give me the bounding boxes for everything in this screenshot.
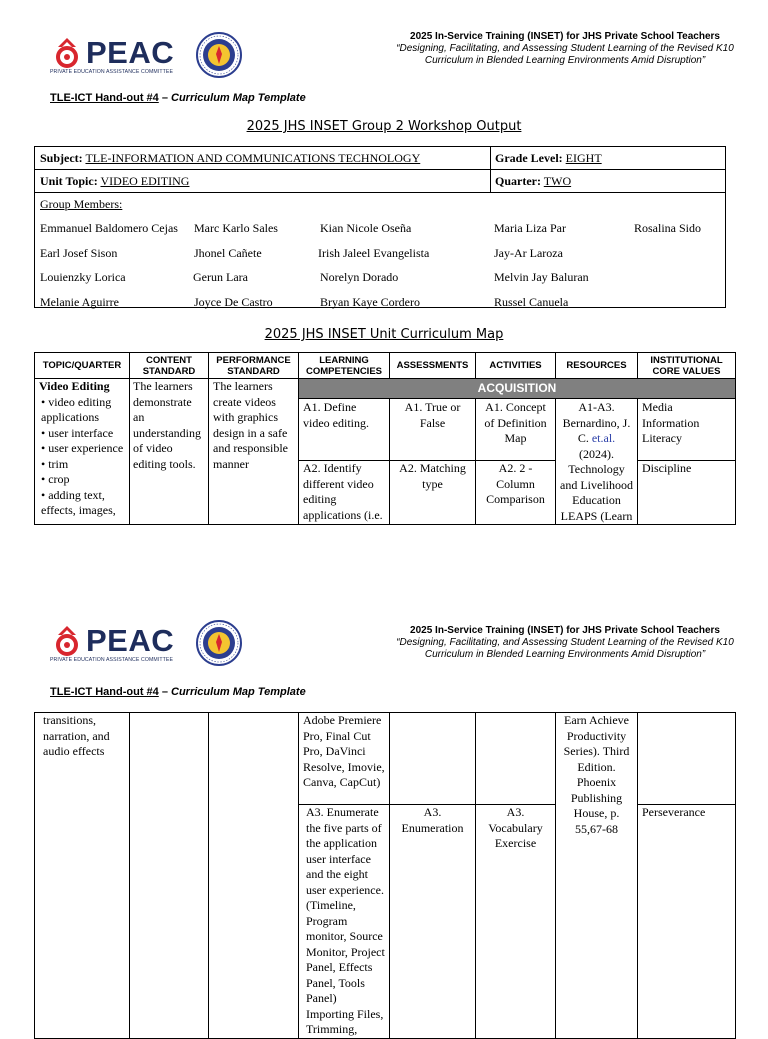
handout-number: TLE-ICT Hand-out #4	[50, 686, 159, 698]
core-value-cell: Perseverance	[638, 805, 736, 1039]
quarter-value: TWO	[543, 174, 572, 188]
topic-bullets	[39, 395, 125, 519]
performance-standard-cell	[209, 713, 299, 1039]
workshop-info-table	[34, 146, 726, 308]
member-name: Marc Karlo Sales	[194, 221, 278, 235]
member-name: Gerun Lara	[193, 270, 248, 284]
peac-logo-text: PEAC	[86, 35, 175, 70]
training-subtitle: “Designing, Facilitating, and Assessing Student Learning of the Revised K10 Curriculum in Blended Learning Environments Amid Disruption”	[396, 43, 734, 66]
peac-logo	[50, 624, 250, 672]
resources-cell-continued: Earn Achieve Productivity Series). Third Edition. Phoenix Publishing House, p. 55,67-68	[556, 713, 638, 1039]
topic-bullet: • video editing applications	[41, 394, 112, 424]
member-name: Norelyn Dorado	[320, 270, 399, 284]
col-header: PERFORMANCE STANDARD	[209, 353, 299, 379]
competency-cell: A3. Enumerate the five parts of the application user interface and the eight user experience. (Timeline, Program monitor, Source Monitor, Project Panel, Effects Panel, Tools Panel) Importing Files, Trimming,	[299, 805, 390, 1039]
activity-cell: A1. Concept of Definition Map	[476, 399, 556, 461]
member-name: Irish Jaleel Evangelista	[318, 246, 430, 260]
subject-value: TLE-INFORMATION AND COMMUNICATIONS TECHNOLOGY	[85, 151, 421, 165]
handout-dash: –	[158, 686, 172, 698]
col-header: TOPIC/QUARTER	[35, 353, 130, 379]
col-header: ASSESSMENTS	[390, 353, 476, 379]
curriculum-map-title	[0, 327, 768, 342]
quarter-label: Quarter:	[495, 174, 541, 188]
deped-seal-icon	[195, 619, 243, 667]
resources-cell	[556, 399, 638, 525]
handout-name: Curriculum Map Template	[171, 92, 306, 104]
peac-emblem-icon	[50, 624, 84, 658]
handout-dash: –	[158, 92, 172, 104]
content-standard-cell: The learners demonstrate an understanding of video editing tools.	[130, 379, 209, 525]
member-name: Jhonel Cañete	[194, 246, 262, 260]
member-name: Rosalina Sido	[634, 221, 702, 235]
page-2	[0, 592, 768, 1036]
resources-text: A1-A3. Bernardino, J. C.	[562, 400, 631, 445]
peac-logo	[50, 36, 250, 84]
topic-bullet: • adding text, effects, images,	[41, 487, 116, 517]
training-subtitle: “Designing, Facilitating, and Assessing Student Learning of the Revised K10 Curriculum in Blended Learning Environments Amid Disruption”	[396, 637, 734, 660]
competency-cell: A2. Identify different video editing applications (i.e.	[299, 461, 390, 525]
table-row	[35, 713, 736, 805]
core-value-cell: Media Information Literacy	[638, 399, 736, 461]
etal-link[interactable]: et.al.	[591, 431, 616, 445]
grade-value: EIGHT	[565, 151, 602, 165]
core-value-cell	[638, 713, 736, 805]
competency-cell-continued: Adobe Premiere Pro, Final Cut Pro, DaVinci Resolve, Imovie, Canva, CapCut)	[299, 713, 390, 805]
col-header: CONTENT STANDARD	[130, 353, 209, 379]
training-title: 2025 In-Service Training (INSET) for JHS Private School Teachers	[410, 31, 720, 42]
assessment-cell	[390, 713, 476, 805]
member-name: Earl Josef Sison	[40, 246, 118, 260]
handout-number: TLE-ICT Hand-out #4	[50, 92, 159, 104]
unit-field	[40, 174, 189, 189]
activity-cell	[476, 713, 556, 805]
peac-emblem-icon	[50, 36, 84, 70]
peac-logo-text: PEAC	[86, 623, 175, 658]
curriculum-map-title-text: 2025 JHS INSET Unit Curriculum Map	[264, 327, 504, 342]
training-title: 2025 In-Service Training (INSET) for JHS Private School Teachers	[410, 625, 720, 636]
info-divider	[490, 147, 491, 193]
unit-value: VIDEO EDITING	[100, 174, 190, 188]
acquisition-row	[35, 379, 736, 399]
member-name: Jay-Ar Laroza	[494, 246, 563, 260]
topic-bullet: • crop	[41, 472, 70, 486]
quarter-field	[495, 174, 571, 189]
table-header-row	[35, 353, 736, 379]
training-header	[380, 31, 750, 67]
workshop-title	[0, 119, 768, 134]
assessment-cell: A1. True or False	[390, 399, 476, 461]
subject-label: Subject:	[40, 151, 83, 165]
col-header: RESOURCES	[556, 353, 638, 379]
topic-title: Video Editing	[39, 379, 110, 393]
col-header: LEARNING COMPETENCIES	[299, 353, 390, 379]
member-name: Melanie Aguirre	[40, 295, 119, 309]
grade-label: Grade Level:	[495, 151, 563, 165]
unit-label: Unit Topic:	[40, 174, 98, 188]
member-name: Maria Liza Par	[494, 221, 566, 235]
resources-text-cont: (2024). Technology and Livelihood Education LEAPS (Learn	[560, 446, 633, 523]
competency-cell: A1. Define video editing.	[299, 399, 390, 461]
member-name: Kian Nicole Oseña	[320, 221, 412, 235]
curriculum-map-table-continued	[34, 712, 736, 1039]
members-label: Group Members:	[40, 197, 123, 211]
activity-cell: A3. Vocabulary Exercise	[476, 805, 556, 1039]
workshop-title-text: 2025 JHS INSET Group 2 Workshop Output	[246, 119, 522, 134]
col-header: ACTIVITIES	[476, 353, 556, 379]
assessment-cell: A3. Enumeration	[390, 805, 476, 1039]
deped-seal-icon	[195, 31, 243, 79]
peac-logo-subtext: PRIVATE EDUCATION ASSISTANCE COMMITTEE	[50, 657, 174, 663]
handout-label	[50, 686, 306, 698]
col-header: INSTITUTIONAL CORE VALUES	[638, 353, 736, 379]
topic-bullet: • trim	[41, 456, 69, 471]
handout-name: Curriculum Map Template	[171, 686, 306, 698]
performance-standard-cell: The learners create videos with graphics design in a safe and responsible manner	[209, 379, 299, 525]
content-standard-cell	[130, 713, 209, 1039]
subject-field	[40, 151, 420, 166]
topic-bullet: • user experience	[41, 441, 124, 455]
grade-field	[495, 151, 602, 166]
curriculum-map-table	[34, 352, 736, 525]
member-name: Russel Canuela	[494, 295, 569, 309]
activity-cell: A2. 2 - Column Comparison	[476, 461, 556, 525]
topic-cell-continued: transitions, narration, and audio effects	[35, 713, 130, 1039]
member-name: Melvin Jay Baluran	[494, 270, 589, 284]
member-name: Joyce De Castro	[194, 295, 273, 309]
member-name: Louienzky Lorica	[40, 270, 126, 284]
peac-logo-subtext: PRIVATE EDUCATION ASSISTANCE COMMITTEE	[50, 69, 174, 75]
handout-label	[50, 92, 306, 104]
training-header	[380, 625, 750, 661]
member-name: Emmanuel Baldomero Cejas	[40, 221, 178, 235]
core-value-cell: Discipline	[638, 461, 736, 525]
topic-bullet: • user interface	[41, 425, 114, 440]
assessment-cell: A2. Matching type	[390, 461, 476, 525]
acquisition-band: ACQUISITION	[299, 379, 736, 399]
topic-cell	[35, 379, 130, 525]
member-name: Bryan Kaye Cordero	[320, 295, 420, 309]
